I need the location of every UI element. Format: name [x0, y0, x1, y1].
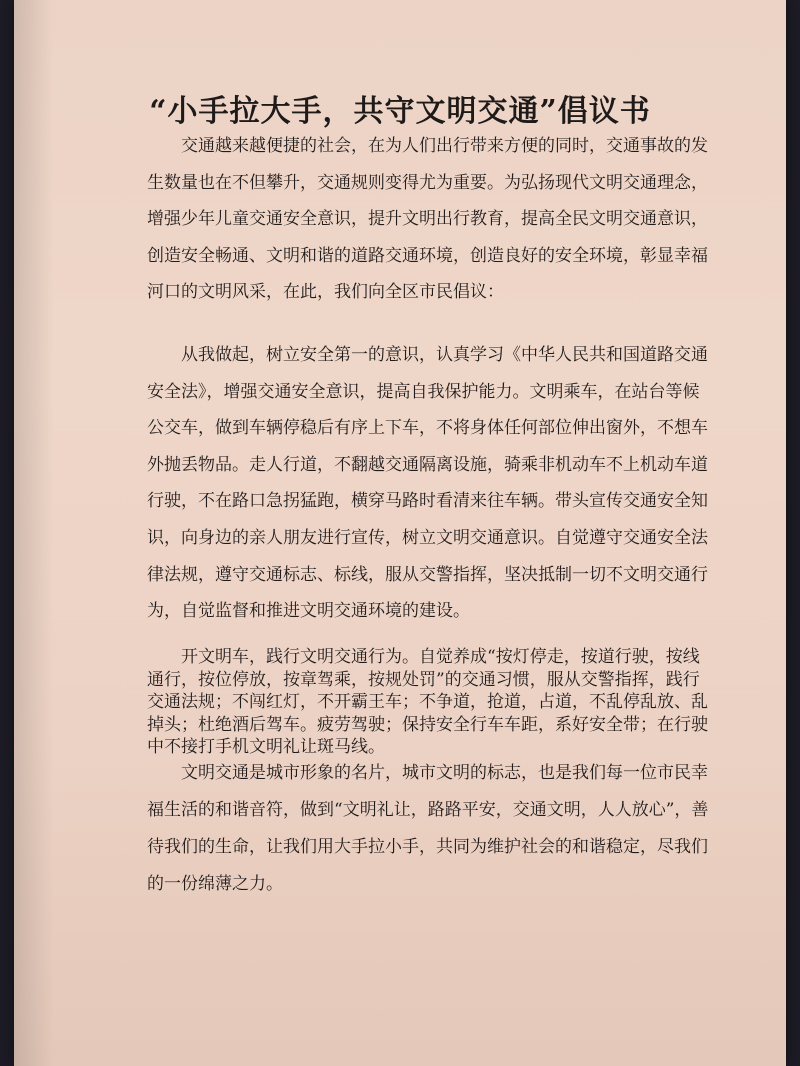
paragraph-safety [147, 337, 715, 630]
paragraph-text: 交通越来越便捷的社会，在为人们出行带来方便的同时，交通事故的发生数量也在不但攀升，交通规则变得尤为重要。为弘扬现代文明交通理念，增强少年儿童交通安全意识，提升文明出行教育，提高全民文明交通意识，创造安全畅通、文明和谐的道路交通环境，创造良好的安全环境，彰显幸福河口的文明风采，在此，我们向全区市民倡议： [147, 136, 708, 302]
paragraph-text: 文明交通是城市形象的名片，城市文明的标志，也是我们每一位市民幸福生活的和谐音符，做到“文明礼让，路路平安，交通文明，人人放心”，善待我们的生命，让我们用大手拉小手，共同为维护社会的和谐稳定，尽我们的一份绵薄之力。 [147, 763, 709, 894]
paragraph-text: 从我做起，树立安全第一的意识，认真学习《中华人民共和国道路交通安全法》，增强交通安全意识，提高自我保护能力。文明乘车，在站台等候公交车，做到车辆停稳后有序上下车，不将身体任何部位伸出窗外，不想车外抛丢物品。走人行道，不翻越交通隔离设施，骑乘非机动车不上机动车道行驶，不在路口急拐猛跑，横穿马路时看清来往车辆。带头宣传交通安全知识，向身边的亲人朋友进行宣传，树立文明交通意识。自觉遵守交通安全法律法规，遵守交通标志、标线，服从交警指挥，坚决抵制一切不文明交通行为，自觉监督和推进文明交通环境的建设。 [147, 345, 708, 622]
paragraph-closing [147, 755, 715, 903]
paragraph-intro [147, 128, 715, 311]
document-title: “小手拉大手，共守文明交通”倡议书 [149, 94, 651, 129]
paper-sheet [14, 0, 786, 1066]
page-shadow [14, 0, 54, 1066]
paragraph-text: 开文明车，践行文明交通行为。自觉养成“按灯停走，按道行驶，按线通行，按位停放，按章驾乘，按规处罚”的交通习惯，服从交警指挥，践行交通法规；不闯红灯，不开霸王车；不争道，抢道，占道，不乱停乱放、乱掉头；杜绝酒后驾车。疲劳驾驶；保持安全行车车距，系好安全带；在行驶中不接打手机文明礼让斑马线。 [147, 647, 708, 758]
paragraph-driving [147, 646, 715, 759]
